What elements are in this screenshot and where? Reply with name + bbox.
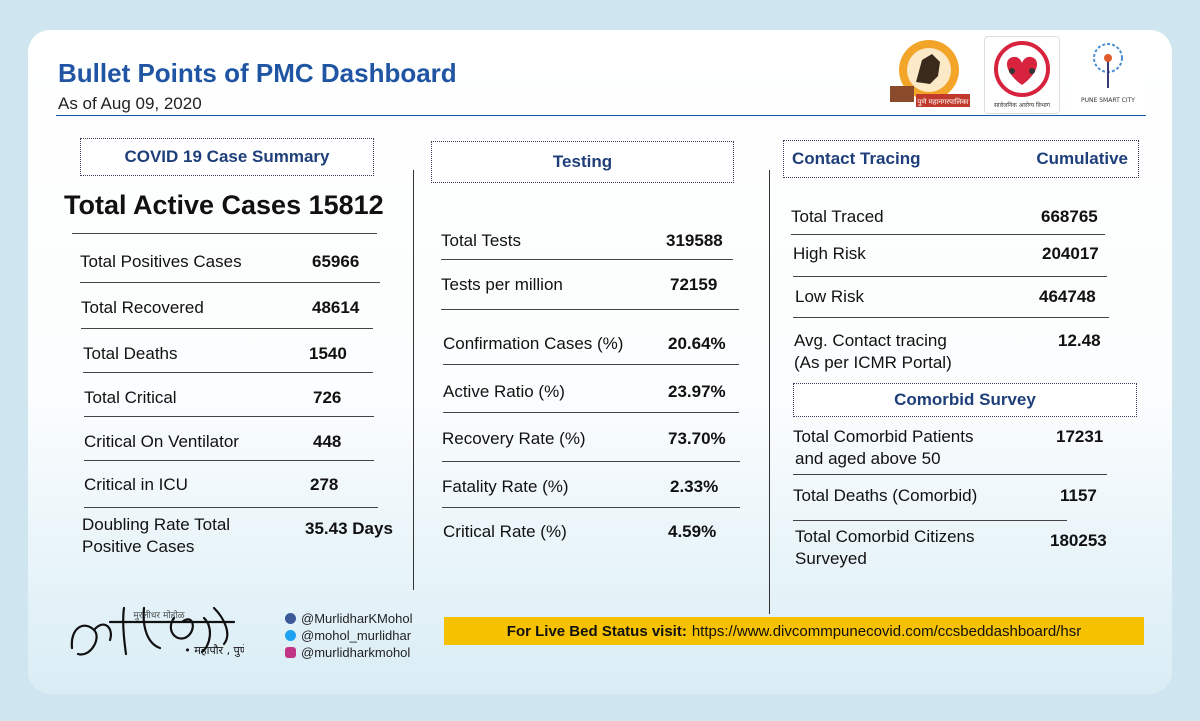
instagram-handle-text: @murlidharkmohol	[301, 645, 411, 660]
row-divider	[793, 474, 1107, 475]
comorbid-value: 17231	[1056, 427, 1104, 446]
summary-label: Total Positives Cases	[80, 252, 242, 271]
summary-label: Critical in ICU	[84, 475, 188, 494]
twitter-handle[interactable]	[285, 628, 411, 643]
contact-value: 668765	[1041, 207, 1098, 226]
signature	[64, 588, 244, 676]
instagram-icon	[285, 647, 296, 658]
row-divider	[793, 276, 1107, 277]
row-divider	[84, 507, 378, 508]
summary-label: Total Deaths	[83, 344, 178, 363]
summary-label: Critical On Ventilator	[84, 432, 239, 451]
contact-heading: Contact Tracing	[792, 149, 921, 168]
testing-value: 23.97%	[668, 382, 726, 401]
banner-label: For Live Bed Status visit:	[506, 622, 687, 640]
testing-row	[441, 231, 733, 271]
contact-heading-cumulative: Cumulative	[1036, 149, 1128, 168]
banner-url[interactable]: https://www.divcommpunecovid.com/ccsbeddashboard/hsr	[691, 622, 1082, 640]
summary-label: Total Recovered	[81, 298, 204, 317]
testing-row	[442, 429, 740, 469]
contact-row	[791, 207, 1105, 247]
summary-row	[83, 344, 373, 384]
comorbid-row	[795, 527, 1125, 575]
contact-label: Low Risk	[795, 287, 864, 306]
column-divider-1	[413, 170, 414, 590]
comorbid-label-line2: Surveyed	[795, 549, 867, 568]
testing-label: Critical Rate (%)	[443, 522, 567, 541]
contact-row	[794, 331, 1114, 375]
comorbid-row	[793, 427, 1107, 475]
row-divider	[793, 317, 1109, 318]
testing-label: Active Ratio (%)	[443, 382, 565, 401]
row-divider	[442, 507, 740, 508]
summary-value: 448	[313, 432, 342, 451]
twitter-handle-text: @mohol_murlidhar	[301, 628, 412, 643]
testing-heading: Testing	[552, 152, 613, 171]
testing-row	[441, 275, 739, 315]
row-divider	[442, 461, 740, 462]
facebook-icon	[285, 613, 296, 624]
comorbid-label: Total Comorbid Patients	[793, 427, 974, 446]
summary-value: 726	[313, 388, 342, 407]
testing-value: 72159	[670, 275, 718, 294]
comorbid-value: 180253	[1050, 531, 1107, 550]
testing-row	[442, 477, 740, 517]
comorbid-label-line2: and aged above 50	[795, 449, 941, 468]
testing-label: Fatality Rate (%)	[442, 477, 569, 496]
row-divider	[443, 412, 739, 413]
contact-row	[795, 287, 1109, 327]
summary-value: 35.43 Days	[305, 519, 393, 538]
testing-label: Recovery Rate (%)	[442, 429, 586, 448]
comorbid-row	[793, 486, 1097, 526]
contact-row	[793, 244, 1107, 284]
testing-row	[443, 382, 739, 422]
twitter-icon	[285, 630, 296, 641]
comorbid-label: Total Comorbid Citizens	[795, 527, 975, 546]
signature-name: मुरलीधर मोहोळ	[133, 611, 185, 621]
row-divider	[84, 460, 374, 461]
testing-value: 73.70%	[668, 429, 726, 448]
row-divider	[443, 364, 739, 365]
summary-label: Total Critical	[84, 388, 177, 407]
signature-drawing	[64, 588, 244, 676]
row-divider	[84, 416, 374, 417]
smart-city-logo	[1072, 36, 1144, 112]
column-divider-2	[769, 170, 770, 614]
contact-label: Avg. Contact tracing	[794, 331, 947, 350]
summary-value: 278	[310, 475, 339, 494]
summary-value: 48614	[312, 298, 360, 317]
summary-row	[80, 252, 380, 292]
summary-row	[82, 515, 402, 563]
dashboard-card	[28, 30, 1172, 694]
contact-sublabel: (As per ICMR Portal)	[794, 353, 952, 372]
testing-value: 319588	[666, 231, 723, 250]
contact-label: Total Traced	[791, 207, 884, 226]
contact-header	[783, 140, 1139, 178]
facebook-handle[interactable]	[285, 611, 412, 626]
contact-value: 12.48	[1058, 331, 1101, 350]
summary-value: 1540	[309, 344, 347, 363]
total-active-cases: Total Active Cases 15812	[64, 190, 384, 220]
active-divider	[72, 233, 377, 234]
testing-row	[443, 522, 739, 562]
testing-label: Confirmation Cases (%)	[443, 334, 624, 353]
row-divider	[81, 328, 373, 329]
summary-label: Doubling Rate Total	[82, 515, 231, 534]
row-divider	[80, 282, 380, 283]
comorbid-header	[793, 383, 1137, 417]
contact-value: 464748	[1039, 287, 1096, 306]
testing-label: Tests per million	[441, 275, 563, 294]
summary-header	[80, 138, 374, 176]
summary-heading: COVID 19 Case Summary	[124, 147, 330, 166]
testing-label: Total Tests	[441, 231, 522, 250]
row-divider	[441, 259, 733, 260]
health-logo-caption: सार्वजनिक आरोग्य विभाग	[993, 102, 1051, 109]
summary-row	[84, 475, 378, 515]
health-dept-logo	[984, 36, 1060, 114]
smart-city-caption: PUNE SMART CITY	[1081, 97, 1135, 104]
comorbid-label: Total Deaths (Comorbid)	[793, 486, 978, 505]
row-divider	[793, 520, 1067, 521]
signature-subtitle: • महापौर , पुणे	[184, 644, 244, 657]
row-divider	[441, 309, 739, 310]
comorbid-heading: Comorbid Survey	[894, 390, 1036, 409]
summary-value: 65966	[312, 252, 360, 271]
testing-value: 20.64%	[668, 334, 726, 353]
pmc-logo-caption: पुणे महानगरपालिका	[917, 98, 969, 106]
pmc-logo	[886, 36, 972, 112]
instagram-handle[interactable]	[285, 645, 410, 660]
row-divider	[83, 372, 373, 373]
comorbid-value: 1157	[1060, 486, 1097, 505]
contact-value: 204017	[1042, 244, 1099, 263]
as-of-date: As of Aug 09, 2020	[58, 94, 202, 113]
title-divider	[56, 115, 1146, 116]
live-bed-status-banner[interactable]	[444, 617, 1144, 645]
summary-row	[81, 298, 373, 338]
testing-row	[443, 334, 739, 374]
page-title: Bullet Points of PMC Dashboard	[58, 58, 457, 88]
testing-header	[431, 141, 734, 183]
summary-label-line2: Positive Cases	[82, 537, 195, 556]
summary-row	[84, 388, 374, 428]
row-divider	[791, 234, 1105, 235]
summary-row	[84, 432, 374, 472]
facebook-handle-text: @MurlidharKMohol	[301, 611, 413, 626]
testing-value: 4.59%	[668, 522, 717, 541]
testing-value: 2.33%	[670, 477, 719, 496]
contact-label: High Risk	[793, 244, 866, 263]
